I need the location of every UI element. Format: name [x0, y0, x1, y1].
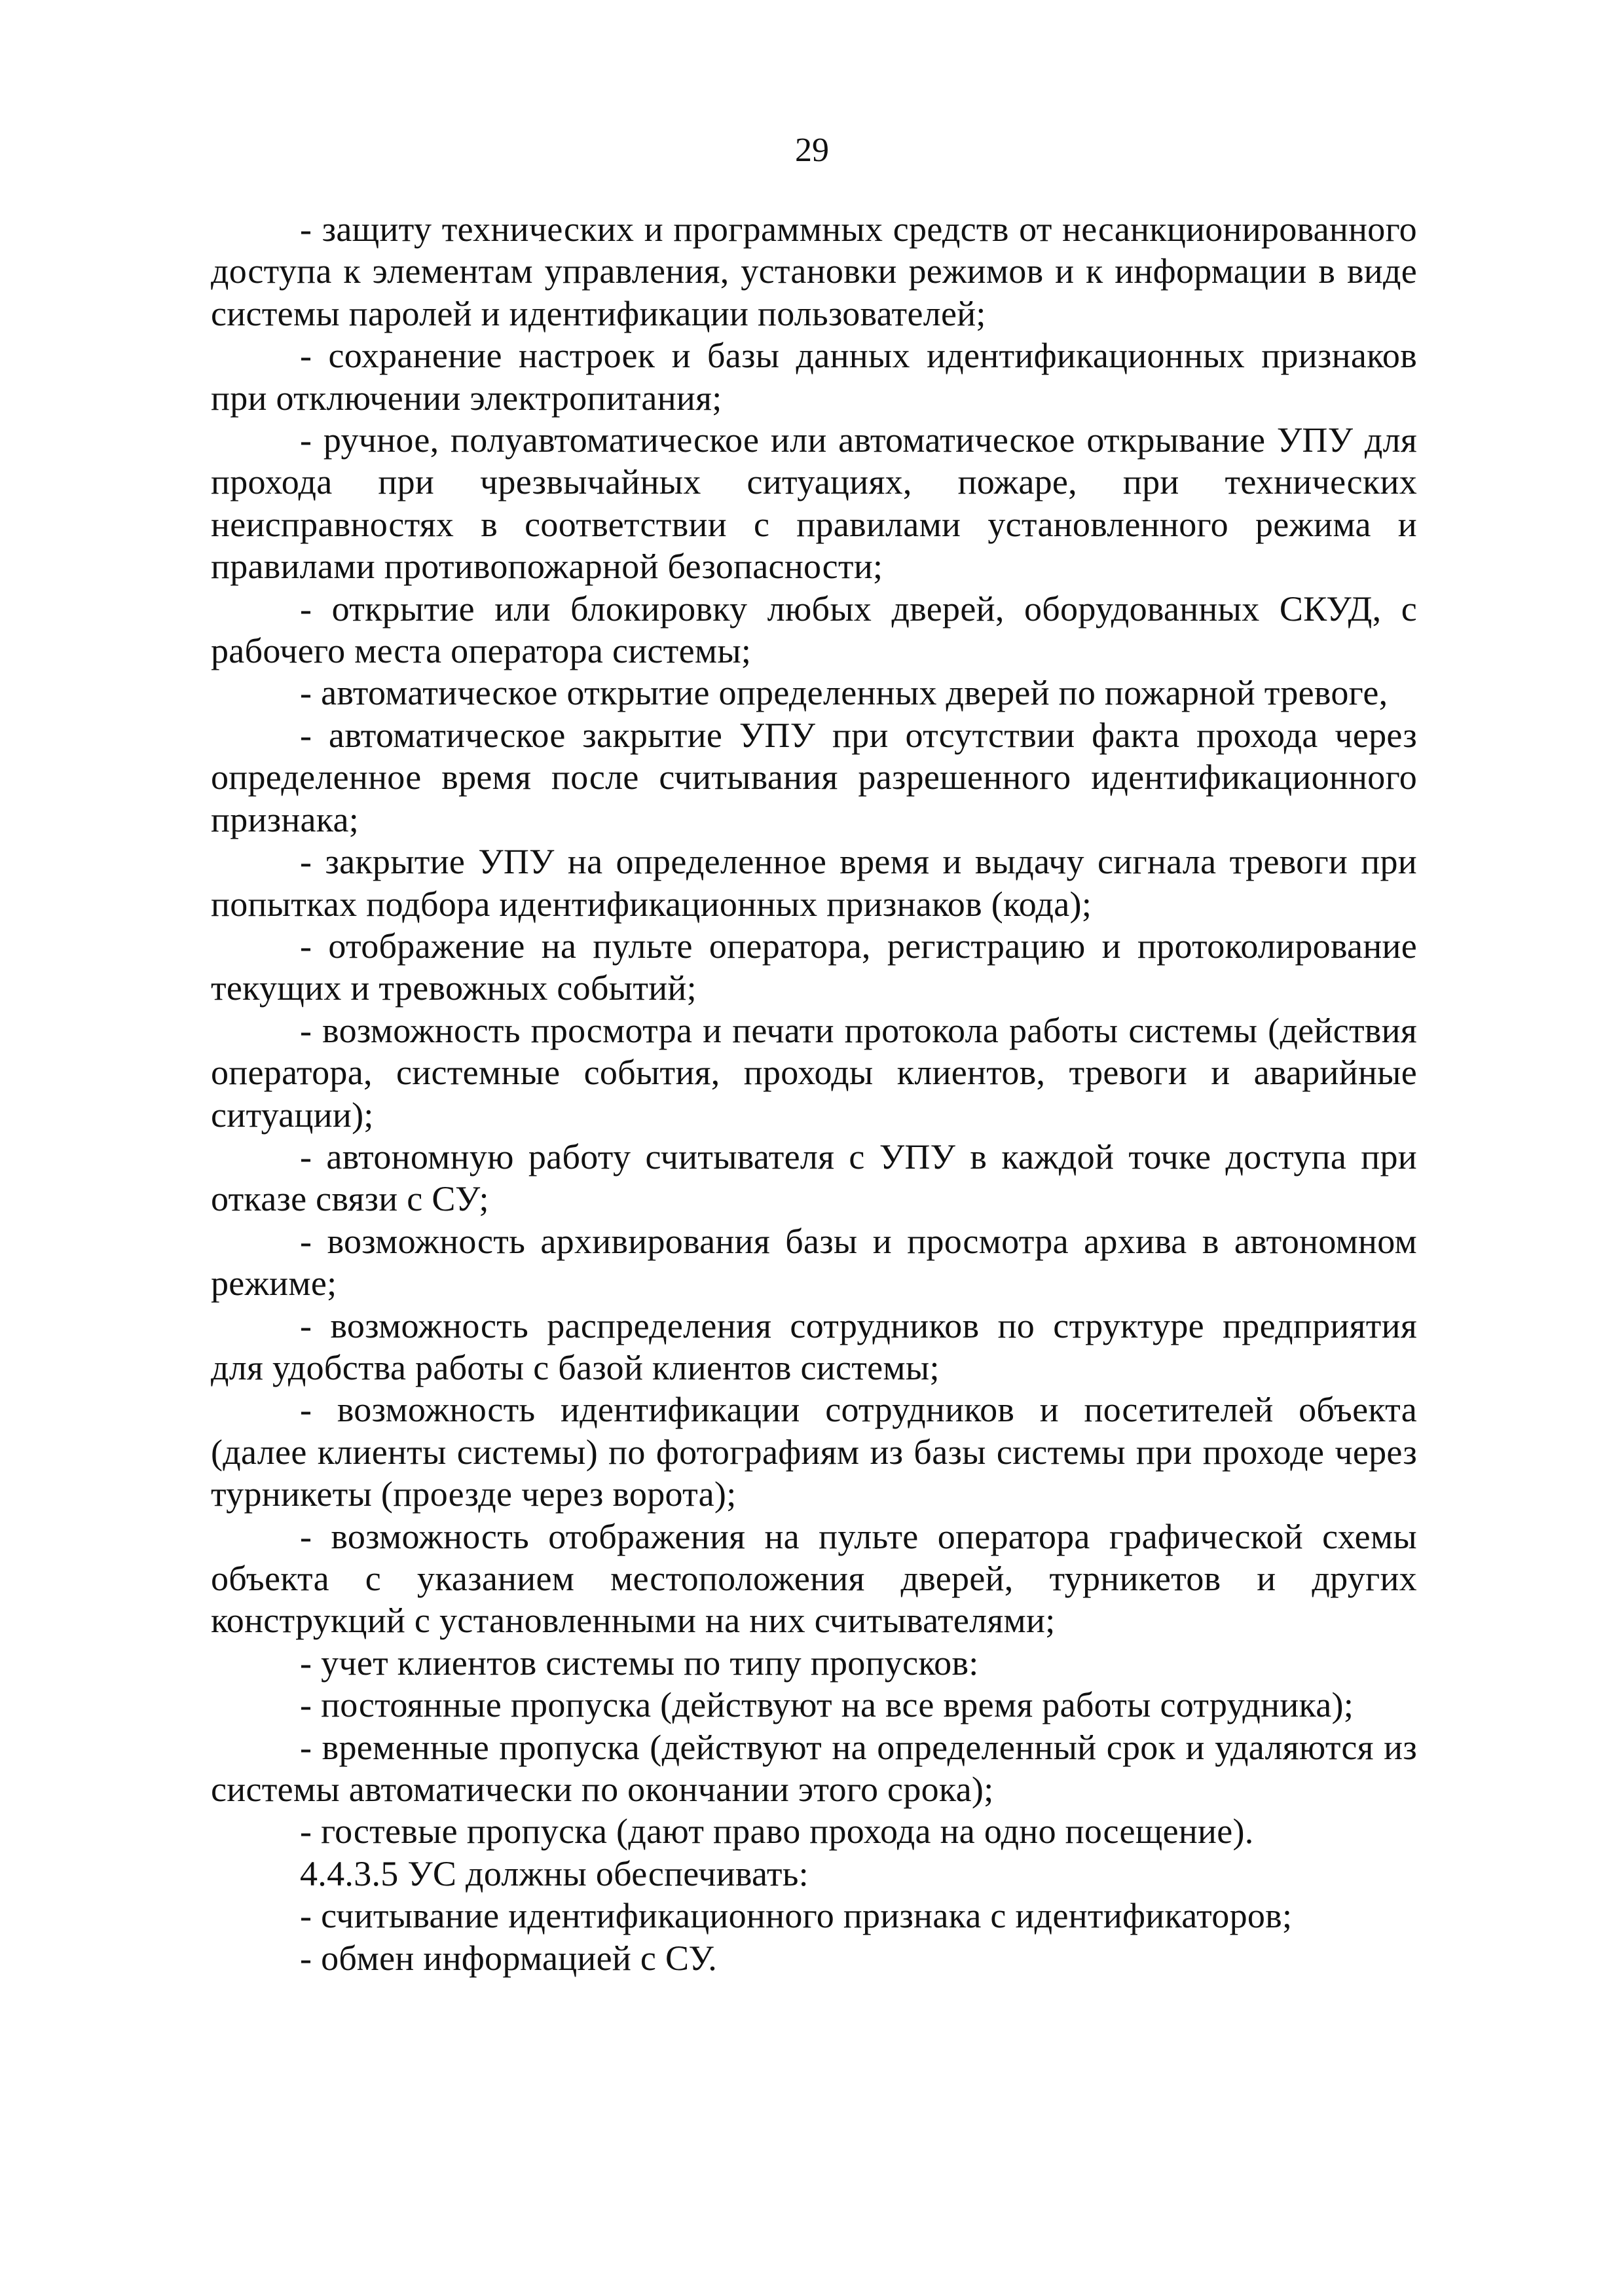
paragraph: - возможность просмотра и печати протокола работы системы (действия оператора, системные события, проходы клиентов, тревоги и аварийные ситуации); [211, 1010, 1417, 1135]
paragraph: - гостевые пропуска (дают право прохода на одно посещение). [300, 1812, 1254, 1851]
paragraph: - открытие или блокировку любых дверей, оборудованных СКУД, с рабочего места оператора системы; [211, 589, 1417, 671]
paragraph: - обмен информацией с СУ. [300, 1938, 718, 1978]
document-body [211, 208, 1417, 1979]
paragraph: - постоянные пропуска (действуют на все время работы сотрудника); [300, 1685, 1354, 1725]
paragraph: - возможность идентификации сотрудников и посетителей объекта (далее клиенты системы) по фотографиям из базы системы при проходе через турникеты (проезде через ворота); [211, 1390, 1417, 1514]
paragraph: - временные пропуска (действуют на определенный срок и удаляются из системы автоматически по окончании этого срока); [211, 1727, 1417, 1810]
paragraph: - автоматическое закрытие УПУ при отсутствии факта прохода через определенное время после считывания разрешенного идентификационного признака; [211, 715, 1417, 839]
paragraph: - автономную работу считывателя с УПУ в каждой точке доступа при отказе связи с СУ; [211, 1137, 1417, 1219]
paragraph: - сохранение настроек и базы данных идентификационных признаков при отключении электропитания; [211, 336, 1417, 418]
page-number: 29 [795, 132, 829, 169]
paragraph: - возможность архивирования базы и просмотра архива в автономном режиме; [211, 1221, 1417, 1303]
paragraph: - закрытие УПУ на определенное время и выдачу сигнала тревоги при попытках подбора идентификационных признаков (кода); [211, 842, 1417, 924]
paragraph: - возможность распределения сотрудников по структуре предприятия для удобства работы с базой клиентов системы; [211, 1305, 1417, 1387]
section-heading: 4.4.3.5 УС должны обеспечивать: [300, 1853, 809, 1893]
paragraph: - возможность отображения на пульте оператора графической схемы объекта с указанием местоположения дверей, турникетов и других конструкций с установленными на них считывателями; [211, 1516, 1417, 1641]
paragraph: - защиту технических и программных средств от несанкционированного доступа к элементам управления, установки режимов и к информации в виде системы паролей и идентификации пользователей; [211, 210, 1417, 333]
paragraph: - считывание идентификационного признака с идентификаторов; [300, 1896, 1293, 1936]
paragraph: - учет клиентов системы по типу пропусков: [300, 1643, 979, 1683]
paragraph: - ручное, полуавтоматическое или автоматическое открывание УПУ для прохода при чрезвычайных ситуациях, пожаре, при технических неисправностях в соответствии с правилами установленного режима и правилами противопожарной безопасности; [211, 420, 1417, 587]
paragraph: - отображение на пульте оператора, регистрацию и протоколирование текущих и тревожных событий; [211, 926, 1417, 1008]
paragraph: - автоматическое открытие определенных дверей по пожарной тревоге, [300, 673, 1388, 713]
